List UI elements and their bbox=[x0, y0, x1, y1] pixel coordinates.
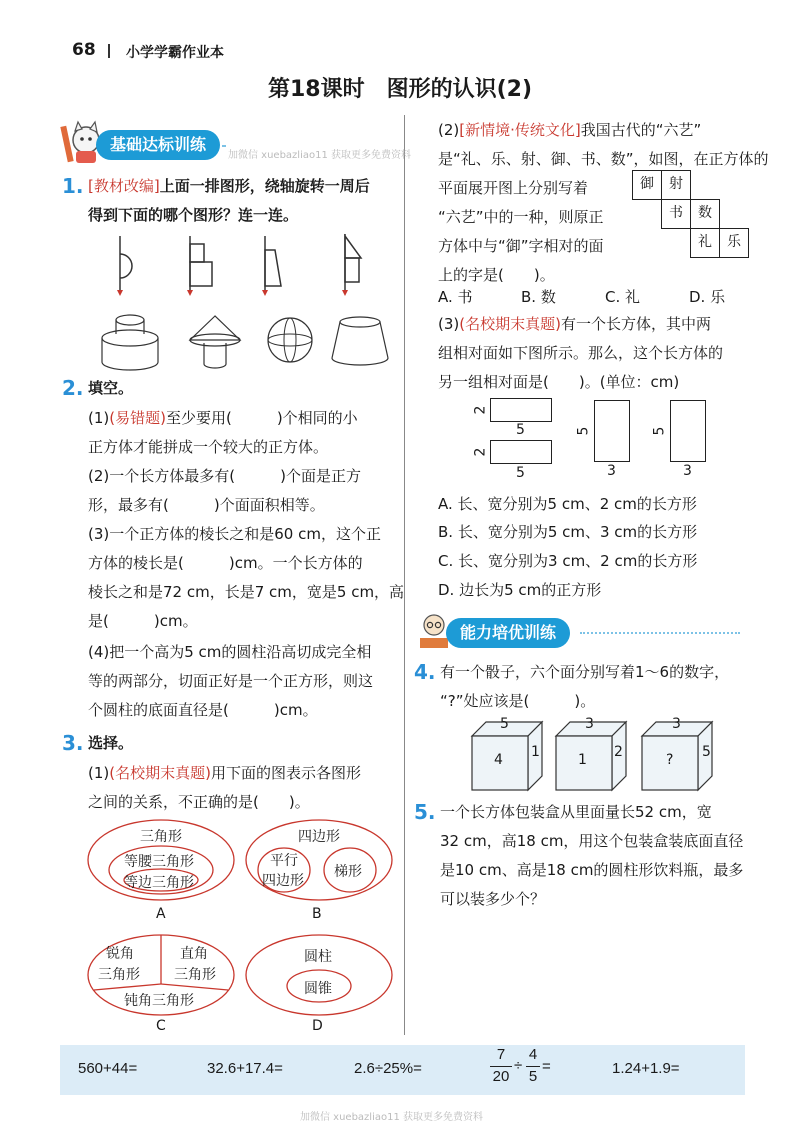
die-3-front: ? bbox=[666, 752, 674, 768]
calc-4-num2: 4 bbox=[528, 1046, 538, 1063]
q2-p3-line3: 棱长之和是72 cm，长是7 cm，宽是5 cm，高 bbox=[88, 583, 405, 601]
trapezoid-figure bbox=[262, 236, 281, 296]
rect-4 bbox=[670, 400, 706, 462]
q3-number: 3. bbox=[62, 731, 84, 755]
book-title: 小学学霸作业本 bbox=[126, 45, 224, 61]
calc-2: 32.6+17.4= bbox=[207, 1060, 283, 1077]
calc-1: 560+44= bbox=[78, 1060, 138, 1077]
q2-p2-line1: (2)一个长方体最多有( )个面是正方 bbox=[88, 467, 361, 485]
rect-1-bottom: 5 bbox=[516, 422, 525, 438]
half-disc-figure bbox=[117, 236, 132, 296]
rect-2-side: 2 bbox=[472, 447, 489, 457]
diagram-a-mid: 等腰三角形 bbox=[124, 854, 194, 870]
q5-line1: 一个长方体包装盒从里面量长52 cm，宽 bbox=[440, 803, 712, 821]
q3-p2-option-c[interactable]: C. 礼 bbox=[605, 288, 641, 306]
calc-4-den1: 20 bbox=[492, 1068, 510, 1085]
die-3-right: 5 bbox=[702, 744, 711, 760]
net-cell-she: 射 bbox=[661, 170, 691, 200]
q3-p1-tag: (名校期末真题) bbox=[109, 764, 211, 782]
die-1-top: 5 bbox=[500, 716, 509, 732]
sphere-solid bbox=[268, 318, 312, 362]
q3-p2-option-d[interactable]: D. 乐 bbox=[689, 288, 726, 306]
net-cell-yu: 御 bbox=[632, 170, 662, 200]
q3-p3-line2: 组相对面如下图所示。那么，这个长方体的 bbox=[438, 344, 724, 362]
q1-text1: 上面一排图形，绕轴旋转一周后 bbox=[159, 177, 370, 195]
q2-p3-line1: (3)一个正方体的棱长之和是60 cm，这个正 bbox=[88, 525, 381, 543]
q3-p1-line1 bbox=[88, 759, 361, 787]
diagram-b-left1: 平行 bbox=[270, 853, 298, 869]
q3-p3-tag: (名校期末真题) bbox=[459, 315, 561, 333]
q4-number: 4. bbox=[414, 660, 436, 684]
q3-p2-option-b[interactable]: B. 数 bbox=[521, 288, 556, 306]
net-cell-le: 乐 bbox=[719, 228, 749, 258]
diagram-d-outer: 圆柱 bbox=[304, 949, 332, 965]
diagram-b-label: B bbox=[312, 906, 322, 922]
net-cell-shu: 书 bbox=[661, 199, 691, 229]
diagram-d-inner: 圆锥 bbox=[304, 981, 332, 997]
diagram-d bbox=[244, 932, 394, 1018]
diagram-c-tl2: 三角形 bbox=[98, 967, 140, 983]
die-3-top: 3 bbox=[672, 716, 681, 732]
q3-p1-b: 用下面的图表示各图形 bbox=[210, 764, 361, 782]
stepped-rect-figure bbox=[187, 236, 212, 296]
q1-tag: [教材改编] bbox=[88, 177, 160, 195]
watermark-bottom: 加微信 xuebazliao11 获取更多免费资料 bbox=[300, 1112, 484, 1123]
die-1-right: 1 bbox=[531, 744, 540, 760]
section-dotline-basic bbox=[222, 145, 226, 147]
q4-line2: “?”处应该是( )。 bbox=[440, 692, 596, 710]
diagram-c-tl1: 锐角 bbox=[106, 946, 134, 962]
q2-p4-line2: 等的两部分，切面正好是一个正方形，则这 bbox=[88, 672, 374, 690]
q2-p1-line1 bbox=[88, 404, 358, 432]
net-cell-shu2: 数 bbox=[690, 199, 720, 229]
q3-p2-line3: 平面展开图上分别写着 bbox=[438, 179, 589, 197]
q3-p2-line1 bbox=[438, 116, 701, 144]
header-divider bbox=[108, 44, 110, 58]
rect-3-side: 5 bbox=[575, 426, 592, 436]
q3-p3-line1 bbox=[438, 310, 711, 338]
q2-p3-line4: 是( )cm。 bbox=[88, 612, 198, 630]
q2-p4-line1: (4)把一个高为5 cm的圆柱沿高切成完全相 bbox=[88, 643, 372, 661]
calc-4-bar2 bbox=[526, 1066, 540, 1067]
calc-5: 1.24+1.9= bbox=[612, 1060, 680, 1077]
q3-p3-b: 有一个长方体，其中两 bbox=[560, 315, 711, 333]
watermark-top: 加微信 xuebazliao11 获取更多免费资料 bbox=[228, 150, 412, 161]
calc-4-den2: 5 bbox=[528, 1068, 538, 1085]
q1-bottom-solids bbox=[90, 310, 400, 380]
q2-p1-b: 至少要用( )个相同的小 bbox=[165, 409, 358, 427]
section-dotline-ability bbox=[580, 632, 740, 634]
page-number: 68 bbox=[72, 40, 96, 60]
rect-3 bbox=[594, 400, 630, 462]
stacked-cylinders-solid bbox=[102, 315, 158, 370]
cone-on-cylinder-solid bbox=[190, 316, 240, 368]
calc-4-eq: = bbox=[542, 1058, 551, 1075]
q3-p2-line6: 上的字是( )。 bbox=[438, 266, 555, 284]
diagram-c-tr2: 三角形 bbox=[174, 967, 216, 983]
column-divider bbox=[404, 115, 405, 1035]
diagram-b-left2: 四边形 bbox=[262, 873, 304, 889]
diagram-b-right: 梯形 bbox=[334, 864, 362, 880]
q3-p3-option-b[interactable]: B. 长、宽分别为5 cm、3 cm的长方形 bbox=[438, 523, 698, 541]
die-2-top: 3 bbox=[585, 716, 594, 732]
rect-1 bbox=[490, 398, 552, 422]
diagram-a-outer: 三角形 bbox=[140, 829, 182, 845]
triangle-rect-figure bbox=[342, 234, 361, 296]
die-2-right: 2 bbox=[614, 744, 623, 760]
q3-p2-option-a[interactable]: A. 书 bbox=[438, 288, 473, 306]
calc-4-num1: 7 bbox=[496, 1046, 506, 1063]
q2-p4-line3: 个圆柱的底面直径是( )cm。 bbox=[88, 701, 318, 719]
q3-p2-line4: “六艺”中的一种，则原正 bbox=[438, 208, 604, 226]
section-ability-badge: 能力培优训练 bbox=[446, 618, 570, 648]
q3-p1-a: (1) bbox=[88, 764, 110, 782]
diagram-c-tr1: 直角 bbox=[180, 946, 208, 962]
q1-number: 1. bbox=[62, 174, 84, 198]
q4-line1: 有一个骰子，六个面分别写着1～6的数字， bbox=[440, 663, 730, 681]
diagram-c-label: C bbox=[156, 1018, 166, 1034]
q5-line2: 32 cm，高18 cm，用这个包装盒装底面直径 bbox=[440, 832, 744, 850]
q3-p2-line2: 是“礼、乐、射、御、书、数”，如图，在正方体的 bbox=[438, 150, 769, 168]
diagram-b-outer: 四边形 bbox=[298, 829, 340, 845]
calc-3: 2.6÷25%= bbox=[354, 1060, 422, 1077]
q2-title: 填空。 bbox=[88, 379, 134, 397]
q2-p3-line2: 方体的棱长是( )cm。一个长方体的 bbox=[88, 554, 363, 572]
frustum-solid bbox=[332, 317, 388, 365]
q5-line3: 是10 cm、高是18 cm的圆柱形饮料瓶，最多 bbox=[440, 861, 744, 879]
q3-p2-a: (2) bbox=[438, 121, 460, 139]
q5-line4: 可以装多少个？ bbox=[440, 890, 546, 908]
diagram-a-inner: 等边三角形 bbox=[124, 875, 194, 891]
q1-top-figures bbox=[95, 232, 395, 302]
rect-3-bottom: 3 bbox=[607, 463, 616, 479]
q3-p3-a: (3) bbox=[438, 315, 460, 333]
net-cell-li: 礼 bbox=[690, 228, 720, 258]
q1-line2: 得到下面的哪个图形？连一连。 bbox=[88, 206, 299, 224]
die-2-front: 1 bbox=[578, 752, 587, 768]
rect-2 bbox=[490, 440, 552, 464]
q5-number: 5. bbox=[414, 800, 436, 824]
q1-line1 bbox=[88, 172, 370, 200]
rect-4-bottom: 3 bbox=[683, 463, 692, 479]
rect-1-side: 2 bbox=[472, 405, 489, 415]
diagram-c-bottom: 钝角三角形 bbox=[124, 993, 194, 1009]
rect-2-bottom: 5 bbox=[516, 465, 525, 481]
lesson-title: 第18课时 图形的认识(2) bbox=[267, 77, 533, 102]
rect-4-side: 5 bbox=[651, 426, 668, 436]
calc-4-op: ÷ bbox=[514, 1057, 523, 1074]
q3-p2-line5: 方体中与“御”字相对的面 bbox=[438, 237, 604, 255]
q2-p1-tag: (易错题) bbox=[109, 409, 166, 427]
q2-p1-line2: 正方体才能拼成一个较大的正方体。 bbox=[88, 438, 329, 456]
diagram-a-label: A bbox=[156, 906, 166, 922]
q3-p2-b: 我国古代的“六艺” bbox=[580, 121, 702, 139]
q3-title: 选择。 bbox=[88, 734, 134, 752]
q3-p3-option-a[interactable]: A. 长、宽分别为5 cm、2 cm的长方形 bbox=[438, 495, 697, 513]
die-1-front: 4 bbox=[494, 752, 503, 768]
calc-4-bar1 bbox=[490, 1066, 512, 1067]
q3-p3-option-d[interactable]: D. 边长为5 cm的正方形 bbox=[438, 581, 602, 599]
q3-p3-option-c[interactable]: C. 长、宽分别为3 cm、2 cm的长方形 bbox=[438, 552, 698, 570]
q2-p2-line2: 形，最多有( )个面面积相等。 bbox=[88, 496, 325, 514]
q2-number: 2. bbox=[62, 376, 84, 400]
diagram-d-label: D bbox=[312, 1018, 323, 1034]
q3-p2-tag: [新情境·传统文化] bbox=[459, 121, 581, 139]
section-basic-badge: 基础达标训练 bbox=[96, 130, 220, 160]
q2-p1-a: (1) bbox=[88, 409, 110, 427]
q3-p3-line3: 另一组相对面是( )。(单位：cm) bbox=[438, 373, 680, 391]
q3-p1-line2: 之间的关系，不正确的是( )。 bbox=[88, 793, 310, 811]
